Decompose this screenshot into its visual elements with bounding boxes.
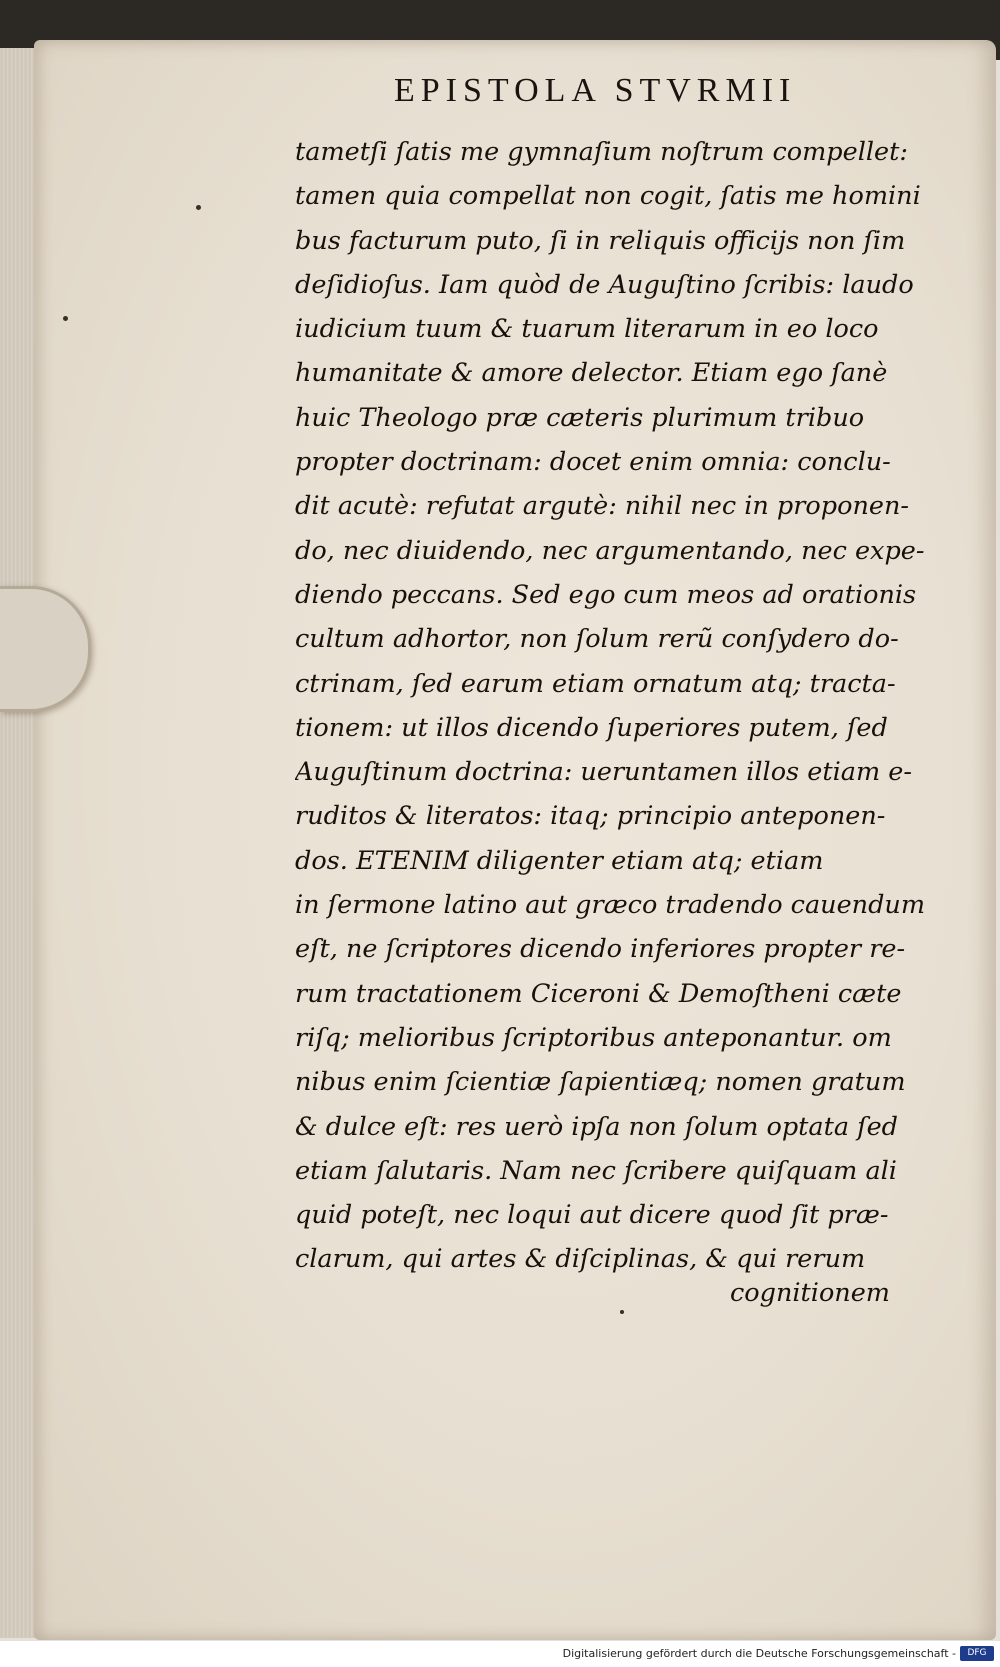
text-line: clarum, qui artes & diſciplinas, & qui rerum <box>295 1244 866 1275</box>
text-line: in ſermone latino aut græco tradendo cauendum <box>295 890 926 921</box>
text-line: ctrinam, ſed earum etiam ornatum atq; tracta- <box>295 668 896 699</box>
text-line: do, nec diuidendo, nec argumentando, nec expe- <box>295 535 925 566</box>
text-line: propter doctrinam: docet enim omnia: conclu- <box>295 447 891 478</box>
text-line: nibus enim ſcientiæ ſapientiæq; nomen gratum <box>295 1067 906 1098</box>
text-line: tametſi ſatis me gymnaſium noſtrum compellet: <box>295 137 908 167</box>
ink-speck <box>63 316 68 321</box>
page-text <box>295 130 945 1282</box>
text-line: riſq; melioribus ſcriptoribus anteponantur. om <box>295 1022 892 1053</box>
text-line: eſt, ne ſcriptores dicendo inferiores propter re- <box>295 934 906 965</box>
dfg-logo: DFG <box>960 1646 994 1661</box>
funding-credit: Digitalisierung gefördert durch die Deutsche Forschungsgemeinschaft - <box>562 1647 956 1660</box>
text-line: dos. ETENIM diligenter etiam atq; etiam <box>295 845 824 876</box>
text-line: quid poteſt, nec loqui aut dicere quod ſit præ- <box>295 1200 889 1231</box>
text-line: tionem: ut illos dicendo ſuperiores putem, ſed <box>295 712 888 743</box>
text-line: ruditos & literatos: itaq; principio anteponen- <box>295 801 886 832</box>
text-line: dit acutè: refutat argutè: nihil nec in proponen- <box>295 491 909 522</box>
text-line: humanitate & amore delector. Etiam ego ſanè <box>295 358 888 389</box>
text-line: cultum adhortor, non ſolum rerũ conſydero do- <box>295 624 899 655</box>
text-line: deſidioſus. Iam quòd de Auguſtino ſcribis: laudo <box>295 269 914 300</box>
text-line: bus facturum puto, ſi in reliquis officijs non ſim <box>295 225 906 256</box>
text-line: & dulce eſt: res uerò ipſa non ſolum optata ſed <box>295 1111 899 1142</box>
ink-speck <box>620 1310 624 1314</box>
text-line: diendo peccans. Sed ego cum meos ad orationis <box>295 579 917 610</box>
ink-speck <box>196 205 201 210</box>
catchword: cognitionem <box>730 1278 890 1308</box>
text-line: Auguſtinum doctrina: ueruntamen illos etiam e- <box>295 757 912 788</box>
running-head: EPISTOLA STVRMII <box>394 72 797 109</box>
text-line: etiam ſalutaris. Nam nec ſcribere quiſquam ali <box>295 1155 897 1186</box>
text-line: iudicium tuum & tuarum literarum in eo loco <box>295 314 879 345</box>
text-line: huic Theologo præ cæteris plurimum tribuo <box>295 402 865 433</box>
text-line: tamen quia compellat non cogit, ſatis me homini <box>295 181 921 212</box>
text-line: rum tractationem Ciceroni & Demoſtheni cæte <box>295 978 902 1009</box>
